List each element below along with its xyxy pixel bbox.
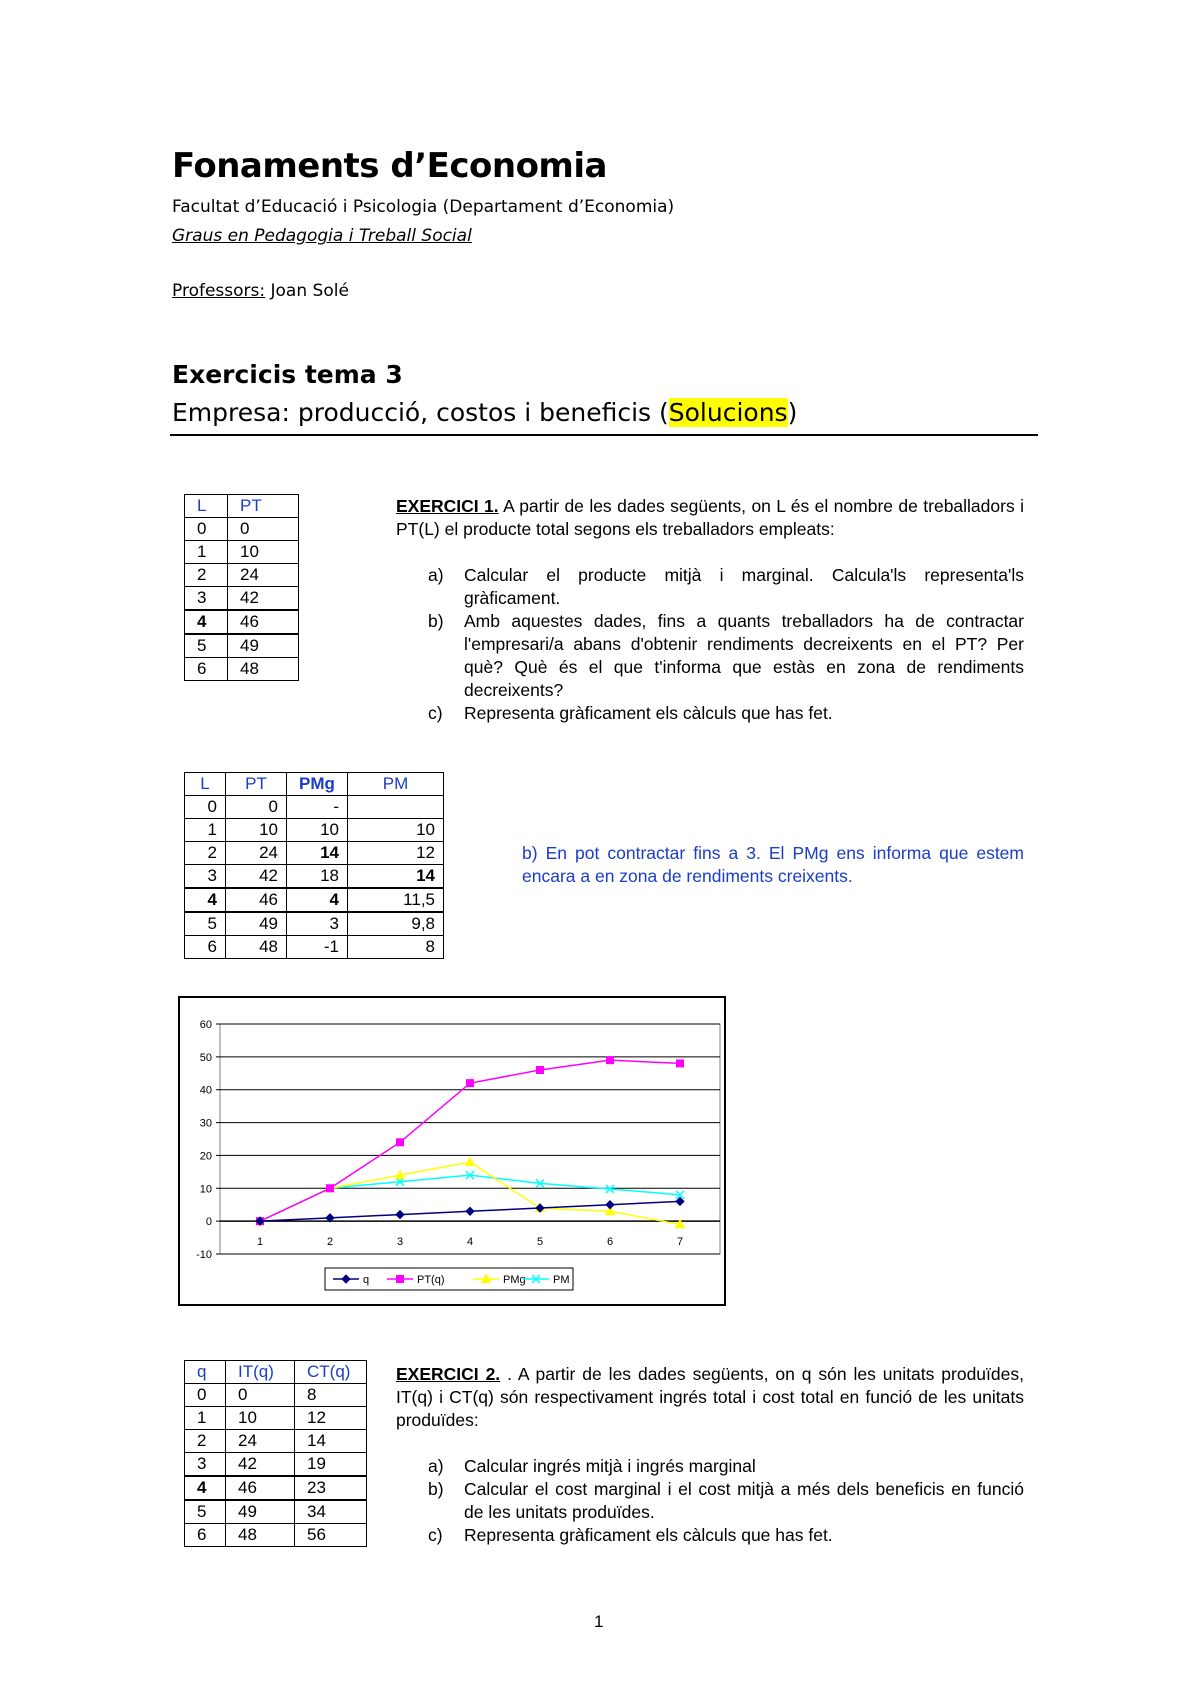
- ex1-questions: [396, 564, 1024, 725]
- cell: 2: [185, 842, 226, 865]
- cell: 11,5: [348, 888, 444, 912]
- cell: 8: [348, 936, 444, 959]
- cell: 49: [226, 1500, 295, 1524]
- table-row: [185, 1430, 367, 1453]
- table-row: [185, 1453, 367, 1477]
- y-tick-label: 30: [199, 1117, 212, 1130]
- cell: 5: [185, 1500, 226, 1524]
- cell: 48: [228, 658, 299, 681]
- cell: 4: [287, 888, 348, 912]
- y-tick-label: 20: [199, 1150, 212, 1163]
- cell: 23: [295, 1476, 367, 1500]
- cell: 24: [226, 1430, 295, 1453]
- item-marker: a): [428, 1456, 444, 1476]
- item-text: Calcular ingrés mitjà i ingrés marginal: [464, 1456, 756, 1476]
- degrees-line: Graus en Pedagogia i Treball Social: [172, 226, 472, 246]
- cell: 4: [185, 888, 226, 912]
- cell: 14: [287, 842, 348, 865]
- cell: 42: [228, 587, 299, 611]
- cell: 10: [226, 1407, 295, 1430]
- x-tick-label: 5: [536, 1236, 544, 1249]
- item-text: Amb aquestes dades, fins a quants treballadors ha de contractar l'empresari/a abans d'obtenir rendiments decreixents en el PT? Per què? Què és el que t'informa que estàs en zona de rendiments decreixents?: [464, 611, 1024, 700]
- y-tick-label: -10: [196, 1249, 212, 1261]
- cell: 2: [185, 564, 228, 587]
- cell: 3: [185, 865, 226, 889]
- cell: 18: [287, 865, 348, 889]
- cell: 12: [348, 842, 444, 865]
- table-row: [185, 1524, 367, 1547]
- table-row: [185, 936, 444, 959]
- cell: 42: [226, 1453, 295, 1477]
- solution-answer: b) En pot contractar fins a 3. El PMg ens informa que estem encara a en zona de rendiments creixents.: [522, 843, 1024, 886]
- subtitle-text: Empresa: producció, costos i beneficis (: [172, 398, 669, 427]
- cell: 49: [226, 912, 287, 936]
- item-marker: c): [428, 703, 443, 723]
- cell: 3: [287, 912, 348, 936]
- legend-label: PT(q): [417, 1274, 445, 1286]
- list-item: [396, 1478, 1024, 1524]
- cell: 10: [228, 541, 299, 564]
- cell: 0: [185, 1384, 226, 1407]
- y-tick-label: 60: [199, 1019, 212, 1031]
- cell: 10: [348, 819, 444, 842]
- cell: 6: [185, 936, 226, 959]
- cell: 8: [295, 1384, 367, 1407]
- x-tick-label: 3: [396, 1236, 404, 1249]
- header-cell: PT: [226, 773, 287, 796]
- x-tick-label: 4: [466, 1236, 474, 1249]
- cell: 10: [226, 819, 287, 842]
- table-row: [185, 541, 299, 564]
- legend-marker: [397, 1276, 404, 1283]
- table-header-row: [185, 1361, 367, 1384]
- ex2-statement: [396, 1363, 1024, 1432]
- table-row: [185, 518, 299, 541]
- table-row: [185, 1500, 367, 1524]
- list-item: [396, 702, 1024, 725]
- table-row: [185, 1476, 367, 1500]
- cell: 14: [295, 1430, 367, 1453]
- section-title: Exercicis tema 3: [172, 360, 403, 389]
- x-tick-label: 1: [256, 1236, 264, 1249]
- y-tick-label: 0: [205, 1216, 212, 1229]
- cell: 2: [185, 1430, 226, 1453]
- cell: 24: [226, 842, 287, 865]
- cell: 46: [228, 610, 299, 634]
- ex1-label: EXERCICI 1.: [396, 496, 499, 516]
- y-tick-label: 10: [199, 1183, 212, 1196]
- table-row: [185, 796, 444, 819]
- header-cell: PMg: [287, 773, 348, 796]
- cell: 10: [287, 819, 348, 842]
- table-row: [185, 610, 299, 634]
- solutions-highlight: Solucions: [668, 398, 788, 427]
- table-row: [185, 912, 444, 936]
- header-cell: PT: [228, 495, 299, 518]
- list-item: [396, 564, 1024, 610]
- data-point: [397, 1139, 404, 1146]
- header-cell: CT(q): [295, 1361, 367, 1384]
- data-point: [537, 1067, 544, 1074]
- header-cell: L: [185, 495, 228, 518]
- cell: 0: [226, 796, 287, 819]
- table-row: [185, 842, 444, 865]
- professors-name: Joan Solé: [265, 281, 349, 301]
- cell: 14: [348, 865, 444, 889]
- cell: 5: [185, 634, 228, 658]
- table-row: [185, 587, 299, 611]
- cell: 1: [185, 541, 228, 564]
- header-cell: q: [185, 1361, 226, 1384]
- cell: -: [287, 796, 348, 819]
- cell: 56: [295, 1524, 367, 1547]
- table-header-row: [185, 773, 444, 796]
- list-item: [396, 1524, 1024, 1547]
- data-point: [327, 1185, 334, 1192]
- item-marker: a): [428, 565, 444, 585]
- cell: 24: [228, 564, 299, 587]
- ex2-data-table: [184, 1360, 367, 1547]
- cell: 4: [185, 1476, 226, 1500]
- line-chart: [180, 998, 724, 1304]
- header-cell: IT(q): [226, 1361, 295, 1384]
- item-marker: b): [428, 611, 444, 631]
- section-subtitle: [172, 398, 797, 427]
- cell: 3: [185, 587, 228, 611]
- legend-label: q: [363, 1274, 370, 1286]
- table-row: [185, 1384, 367, 1407]
- cell: 6: [185, 658, 228, 681]
- table-row: [185, 634, 299, 658]
- ex1-data-table: [184, 494, 299, 681]
- data-point: [677, 1060, 684, 1067]
- table-row: [185, 865, 444, 889]
- table-row: [185, 819, 444, 842]
- section-divider: [170, 434, 1038, 436]
- cell: 5: [185, 912, 226, 936]
- professors-label: Professors:: [172, 281, 266, 301]
- cell: 34: [295, 1500, 367, 1524]
- page-number: 1: [594, 1612, 604, 1631]
- y-tick-label: 40: [199, 1084, 212, 1097]
- subtitle-close: ): [787, 398, 798, 427]
- x-tick-label: 6: [606, 1236, 614, 1249]
- list-item: [396, 610, 1024, 702]
- cell: 0: [226, 1384, 295, 1407]
- data-point: [607, 1057, 614, 1064]
- ex1-statement: [396, 495, 1024, 541]
- cell: 48: [226, 1524, 295, 1547]
- legend-label: PM: [553, 1274, 570, 1286]
- cell: 1: [185, 819, 226, 842]
- ex1-intro: A partir de les dades següents, on L és el nombre de treballadors i PT(L) el producte total segons els treballadors empleats:: [396, 496, 1024, 539]
- cell: 6: [185, 1524, 226, 1547]
- cell: -1: [287, 936, 348, 959]
- cell: 1: [185, 1407, 226, 1430]
- cell: 48: [226, 936, 287, 959]
- cell: 3: [185, 1453, 226, 1477]
- faculty-line: Facultat d’Educació i Psicologia (Departament d’Economia): [172, 197, 675, 217]
- x-tick-label: 2: [326, 1236, 334, 1249]
- document-title: Fonaments d’Economia: [172, 146, 607, 186]
- professors-line: [172, 281, 349, 301]
- cell: 42: [226, 865, 287, 889]
- chart-frame: [178, 996, 726, 1306]
- cell: 9,8: [348, 912, 444, 936]
- cell: 49: [228, 634, 299, 658]
- cell: 46: [226, 1476, 295, 1500]
- x-tick-label: 7: [676, 1236, 684, 1249]
- item-text: Representa gràficament els càlculs que has fet.: [464, 703, 833, 723]
- table-row: [185, 564, 299, 587]
- cell: 0: [228, 518, 299, 541]
- item-text: Representa gràficament els càlculs que has fet.: [464, 1525, 833, 1545]
- header-cell: L: [185, 773, 226, 796]
- legend-label: PMg: [503, 1274, 526, 1286]
- cell: 19: [295, 1453, 367, 1477]
- item-marker: c): [428, 1525, 443, 1545]
- item-text: Calcular el producte mitjà i marginal. Calcula'ls representa'ls gràficament.: [464, 565, 1024, 608]
- cell: 0: [185, 518, 228, 541]
- cell: 46: [226, 888, 287, 912]
- cell: 4: [185, 610, 228, 634]
- item-text: Calcular el cost marginal i el cost mitjà a més dels beneficis en funció de les unitats produïdes.: [464, 1479, 1024, 1522]
- data-point: [467, 1080, 474, 1087]
- cell: [348, 796, 444, 819]
- solution-table: [184, 772, 444, 959]
- table-row: [185, 1407, 367, 1430]
- table-row: [185, 888, 444, 912]
- cell: 12: [295, 1407, 367, 1430]
- ex2-intro: . A partir de les dades següents, on q són les unitats produïdes, IT(q) i CT(q) són respectivament ingrés total i cost total en funció de les unitats produïdes:: [396, 1364, 1024, 1430]
- table-row: [185, 658, 299, 681]
- item-marker: b): [428, 1479, 444, 1499]
- ex2-label: EXERCICI 2.: [396, 1364, 501, 1384]
- y-tick-label: 50: [199, 1051, 212, 1064]
- header-cell: PM: [348, 773, 444, 796]
- table-header-row: [185, 495, 299, 518]
- cell: 0: [185, 796, 226, 819]
- ex2-questions: [396, 1455, 1024, 1547]
- list-item: [396, 1455, 1024, 1478]
